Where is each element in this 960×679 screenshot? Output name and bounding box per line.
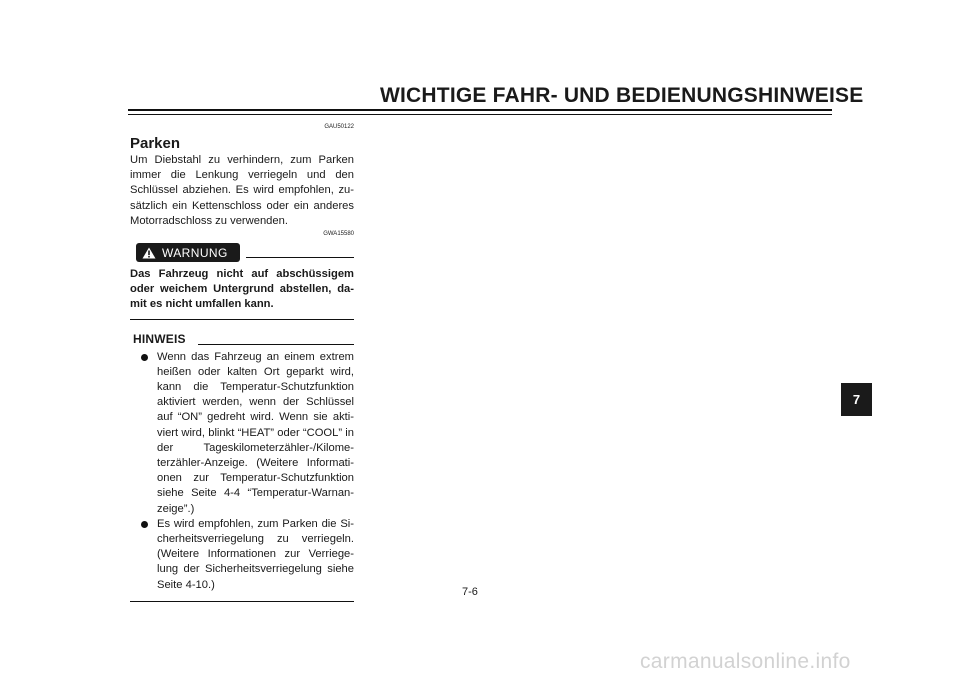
note-end-rule (130, 601, 354, 602)
warning-header-line (246, 257, 354, 258)
note-header (130, 332, 354, 350)
page-header-title: WICHTIGE FAHR- UND BEDIENUNGSHINWEISE (380, 84, 864, 107)
warning-label: WARNUNG (162, 245, 228, 260)
warning-header (130, 240, 354, 264)
note-list (130, 350, 354, 593)
list-item (130, 350, 354, 517)
content-column (130, 123, 354, 602)
chapter-tab: 7 (841, 383, 872, 416)
warning-triangle-icon (142, 247, 156, 259)
warning-code: GWA15580 (323, 231, 354, 238)
note-label: HINWEIS (133, 331, 186, 346)
section-code: GAU50122 (324, 124, 354, 130)
note-item-text: Wenn das Fahrzeug an einem extrem heißen oder kalten Ort geparkt wird, kann die Temperatur-Schutzfunktion aktiviert werden, wenn der Schlüssel auf “ON” gedreht wird. Wenn sie akti-viert wird, blinkt “HEAT” oder “COOL” in der Tageskilometerzähler-/Kilome-terzähler-Anzeige. (Weitere Informati-onen zur Temperatur-Schutzfunktion siehe Seite 4-4 “Temperatur-Warnan-zeige”.) (157, 350, 354, 515)
list-item (130, 517, 354, 593)
bullet-icon (141, 521, 148, 528)
warning-end-rule (130, 319, 354, 320)
page-number: 7-6 (462, 586, 478, 598)
note-item-text: Es wird empfohlen, zum Parken die Si-cherheitsverriegelung zu verriegeln. (Weitere Informationen zur Verriege-lung der Sicherheitsverriegelung siehe Seite 4-10.) (157, 517, 354, 591)
bullet-icon (141, 354, 148, 361)
section-body: Um Diebstahl zu verhindern, zum Parken immer die Lenkung verriegeln und den Schlüssel abziehen. Es wird empfohlen, zu-sätzlich ein Kettenschloss oder ein anderes Motorradschloss zu verwenden. (130, 154, 354, 227)
section-title: Parken (130, 135, 181, 152)
note-header-line (198, 344, 354, 345)
warning-text: Das Fahrzeug nicht auf abschüssigem oder weichem Untergrund abstellen, da-mit es nicht umfallen kann. (130, 268, 354, 311)
header-rule-thin (128, 114, 832, 115)
header-rule (128, 109, 832, 111)
watermark: carmanualsonline.info (640, 650, 851, 673)
warning-badge (136, 243, 240, 262)
